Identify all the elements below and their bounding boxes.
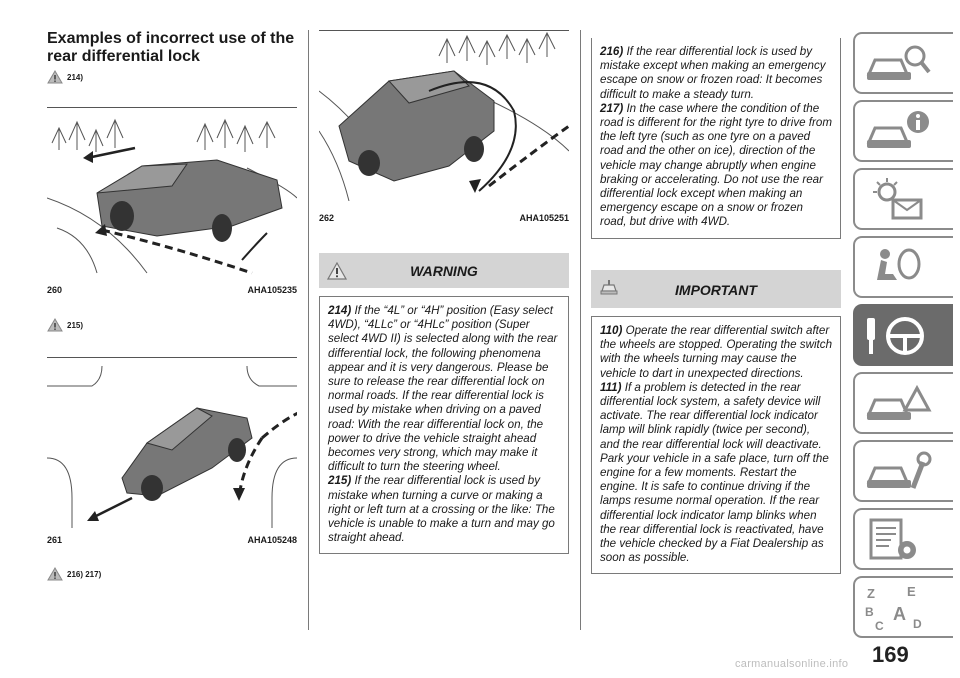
figure-number: 262 (319, 213, 335, 223)
warning-item-number: 215) (328, 474, 352, 488)
watermark: carmanualsonline.info (735, 658, 849, 670)
warning-box-continued (591, 38, 841, 239)
tab-seat-airbag[interactable] (853, 236, 953, 298)
figure-261-caption (47, 535, 297, 545)
car-info-icon (863, 108, 933, 156)
tab-document-gear[interactable] (853, 508, 953, 570)
figure-260 (47, 107, 297, 278)
tab-alphabet-index[interactable] (853, 576, 953, 638)
warning-triangle-icon (47, 567, 63, 581)
section-title: Examples of incorrect use of the rear differential lock (47, 30, 295, 65)
page-number: 169 (872, 642, 909, 667)
svg-text:Z: Z (867, 586, 875, 601)
illustration-truck-mountain-curve (319, 31, 569, 201)
tab-lights-envelope[interactable] (853, 168, 953, 230)
important-item-text: If a problem is detected in the rear differential lock system, a safety device will activate. The rear differential lock indicator lamp will blink rapidly (twice per second), and the rear differential lock will deactivate. Park your vehicle in a safe place, turn off the engine for a few moments. Restart the engine. It is safe to continue driving if the lamps resume normal operation. If the rear differential lock indicator lamp blinks when the rear differential lock is reactivated, have the vehicle checked by a Fiat Dealership as soon as possible. (600, 380, 829, 565)
figure-number: 260 (47, 285, 63, 295)
illustration-truck-snow-road (47, 108, 297, 278)
tab-car-warning-triangle[interactable] (853, 372, 953, 434)
warning-heading-bar (319, 253, 569, 288)
warning-triangle-icon (47, 318, 63, 332)
warning-reference-1 (47, 70, 83, 84)
figure-code: AHA105235 (247, 285, 297, 295)
column-divider-2 (580, 30, 581, 630)
warning-item-number: 214) (328, 304, 352, 317)
key-steering-wheel-icon (863, 312, 933, 360)
warning-item-number: 217) (600, 101, 624, 115)
figure-260-caption (47, 285, 297, 295)
document-gear-icon (863, 516, 933, 564)
svg-text:C: C (875, 619, 884, 632)
alphabet-index-icon (863, 584, 933, 632)
important-box (591, 316, 841, 574)
figure-261 (47, 357, 297, 528)
svg-text:B: B (865, 605, 874, 619)
important-item-number: 110) (600, 324, 623, 337)
svg-text:D: D (913, 617, 922, 631)
tab-car-magnifier[interactable] (853, 32, 953, 94)
seat-airbag-icon (863, 244, 933, 292)
warning-item-text: If the “4L” or “4H” position (Easy select 4WD), “4LLc” or “4HLc” position (Super select 4WD II) is selected along with the rear differential lock, the following phenomena appear and it is very dangerous. Please be sure to release the rear differential lock on normal roads. If the rear differential lock is used by mistake when driving on a paved road: With the rear differential lock on, the power to drive the vehicle straight ahead becomes very strong, which may make it difficult to turn the steering wheel. (328, 304, 558, 474)
column-divider-1 (308, 30, 309, 630)
car-magnifier-icon (863, 40, 933, 88)
warning-heading: WARNING (410, 263, 478, 279)
lights-envelope-icon (863, 176, 933, 224)
warning-item-text: In the case where the condition of the road is different for the right tyre to drive from the left tyre (such as one tyre on a paved road and the other on ice), direction of the vehicle may change abruptly when engine braking or accelerating. Do not use the rear differential lock except when making an emergency escape on a snow or frozen road, but drive with 4WD. (600, 101, 832, 229)
figure-code: AHA105248 (247, 535, 297, 545)
warning-triangle-icon (47, 70, 63, 84)
figure-number: 261 (47, 535, 63, 545)
important-item-text: Operate the rear differential switch after the wheels are stopped. Operating the switch with the wheels turning may cause the vehicle to dart in unexpected directions. (600, 324, 833, 380)
car-wrench-icon (863, 448, 933, 496)
figure-262 (319, 30, 569, 201)
warning-box (319, 296, 569, 554)
svg-text:A: A (893, 604, 906, 624)
tab-car-wrench[interactable] (853, 440, 953, 502)
important-heading: IMPORTANT (675, 282, 757, 298)
tab-key-steering-wheel[interactable] (853, 304, 953, 366)
important-heading-bar (591, 270, 841, 308)
warning-reference-text: 214) (67, 72, 84, 82)
warning-reference-text: 216) 217) (67, 569, 102, 579)
warning-item-text: If the rear differential lock is used by mistake when turning a curve or making a right or left turn at a crossing or the like: The vehicle is unable to make a turn and may go straight ahead. (328, 474, 555, 545)
figure-code: AHA105251 (519, 213, 569, 223)
svg-text:E: E (907, 584, 916, 599)
important-item-number: 111) (600, 380, 622, 394)
tab-car-info[interactable] (853, 100, 953, 162)
figure-262-caption (319, 213, 569, 223)
warning-item-number: 216) (600, 45, 624, 58)
warning-reference-2 (47, 318, 83, 332)
car-warning-triangle-icon (863, 380, 933, 428)
warning-reference-3 (47, 567, 101, 581)
warning-item-text: If the rear differential lock is used by mistake except when making an emergency escape on snow or frozen road: It becomes difficult to make a steady turn. (600, 45, 826, 101)
illustration-truck-intersection (47, 358, 297, 528)
warning-reference-text: 215) (67, 320, 84, 330)
